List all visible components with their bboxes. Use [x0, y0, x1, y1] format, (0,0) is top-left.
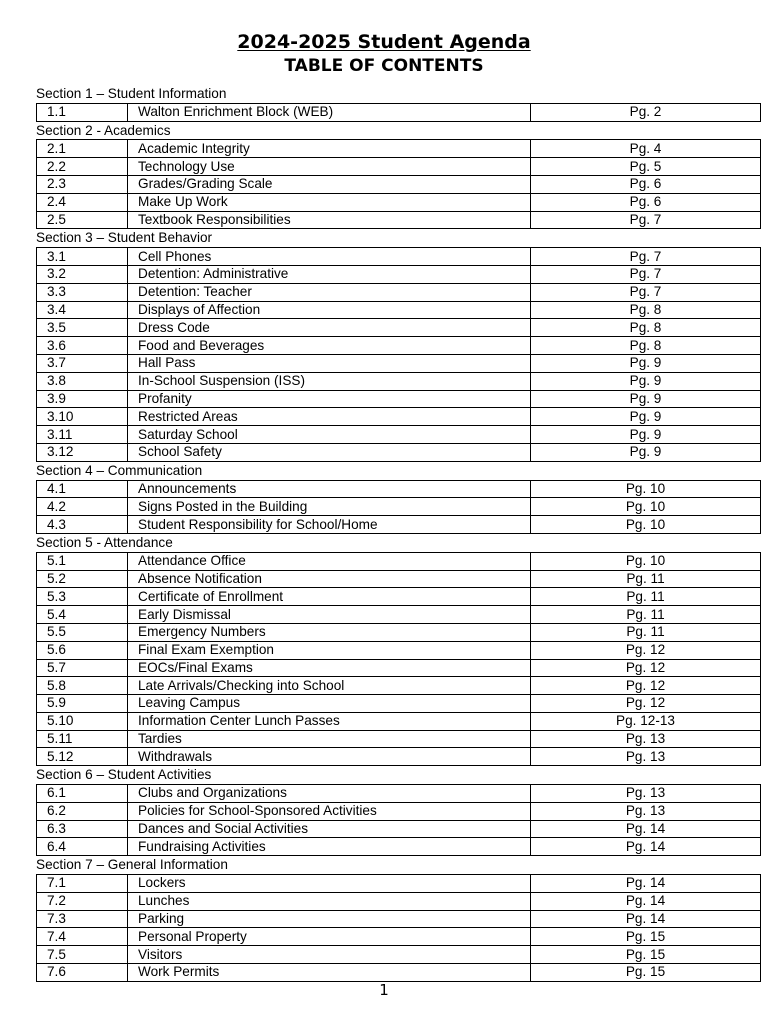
- table-row: [37, 730, 761, 748]
- table-row: [37, 175, 761, 193]
- table-row: [37, 712, 761, 730]
- section-table: [36, 552, 761, 767]
- entry-number: 5.10: [37, 712, 128, 730]
- entry-number: 1.1: [37, 103, 128, 121]
- entry-page: Pg. 14: [531, 838, 761, 856]
- section-heading: Section 6 – Student Activities: [36, 767, 212, 783]
- entry-page: Pg. 11: [531, 606, 761, 624]
- entry-page: Pg. 13: [531, 785, 761, 803]
- table-of-contents: [36, 85, 761, 982]
- table-row: [37, 695, 761, 713]
- entry-number: 5.9: [37, 695, 128, 713]
- document-title: 2024-2025 Student Agenda: [237, 31, 531, 53]
- section-heading: Section 4 – Communication: [36, 462, 203, 478]
- entry-number: 2.2: [37, 158, 128, 176]
- entry-title: Attendance Office: [128, 552, 531, 570]
- entry-page: Pg. 15: [531, 946, 761, 964]
- entry-number: 3.12: [37, 443, 128, 461]
- table-row: [37, 964, 761, 982]
- entry-page: Pg. 4: [531, 140, 761, 158]
- entry-number: 7.1: [37, 875, 128, 893]
- entry-number: 7.4: [37, 928, 128, 946]
- entry-title: Policies for School-Sponsored Activities: [128, 802, 531, 820]
- table-row: [37, 820, 761, 838]
- entry-page: Pg. 10: [531, 552, 761, 570]
- entry-title: Textbook Responsibilities: [128, 211, 531, 229]
- section-heading: Section 3 – Student Behavior: [36, 230, 213, 246]
- entry-number: 5.2: [37, 570, 128, 588]
- table-row: [37, 785, 761, 803]
- entry-page: Pg. 9: [531, 390, 761, 408]
- entry-number: 5.8: [37, 677, 128, 695]
- section-table: [36, 784, 761, 856]
- entry-number: 3.3: [37, 283, 128, 301]
- entry-title: EOCs/Final Exams: [128, 659, 531, 677]
- table-row: [37, 426, 761, 444]
- entry-title: Emergency Numbers: [128, 623, 531, 641]
- entry-number: 6.3: [37, 820, 128, 838]
- section-heading: Section 2 - Academics: [36, 122, 171, 138]
- entry-title: Saturday School: [128, 426, 531, 444]
- entry-number: 5.11: [37, 730, 128, 748]
- entry-number: 3.6: [37, 337, 128, 355]
- section-table: [36, 480, 761, 534]
- table-row: [37, 103, 761, 121]
- table-row: [37, 319, 761, 337]
- table-row: [37, 946, 761, 964]
- table-row: [37, 623, 761, 641]
- entry-number: 6.2: [37, 802, 128, 820]
- entry-page: Pg. 7: [531, 248, 761, 266]
- entry-title: Tardies: [128, 730, 531, 748]
- table-row: [37, 248, 761, 266]
- entry-title: Displays of Affection: [128, 301, 531, 319]
- entry-page: Pg. 7: [531, 283, 761, 301]
- entry-number: 2.4: [37, 193, 128, 211]
- entry-title: Information Center Lunch Passes: [128, 712, 531, 730]
- entry-number: 7.2: [37, 892, 128, 910]
- entry-number: 2.1: [37, 140, 128, 158]
- entry-page: Pg. 9: [531, 408, 761, 426]
- entry-page: Pg. 14: [531, 875, 761, 893]
- entry-title: Detention: Teacher: [128, 283, 531, 301]
- entry-page: Pg. 14: [531, 820, 761, 838]
- entry-number: 5.12: [37, 748, 128, 766]
- entry-number: 6.1: [37, 785, 128, 803]
- entry-number: 3.9: [37, 390, 128, 408]
- table-row: [37, 516, 761, 534]
- entry-title: Announcements: [128, 480, 531, 498]
- entry-page: Pg. 7: [531, 211, 761, 229]
- table-row: [37, 408, 761, 426]
- section-heading: Section 5 - Attendance: [36, 534, 173, 550]
- table-row: [37, 677, 761, 695]
- table-row: [37, 875, 761, 893]
- table-row: [37, 211, 761, 229]
- entry-page: Pg. 13: [531, 730, 761, 748]
- entry-number: 6.4: [37, 838, 128, 856]
- entry-page: Pg. 10: [531, 498, 761, 516]
- entry-title: Certificate of Enrollment: [128, 588, 531, 606]
- entry-title: Clubs and Organizations: [128, 785, 531, 803]
- entry-number: 3.4: [37, 301, 128, 319]
- entry-number: 3.10: [37, 408, 128, 426]
- entry-title: Cell Phones: [128, 248, 531, 266]
- entry-page: Pg. 7: [531, 265, 761, 283]
- table-row: [37, 588, 761, 606]
- entry-number: 5.4: [37, 606, 128, 624]
- entry-page: Pg. 13: [531, 748, 761, 766]
- entry-page: Pg. 11: [531, 623, 761, 641]
- table-row: [37, 802, 761, 820]
- entry-title: Detention: Administrative: [128, 265, 531, 283]
- entry-number: 5.3: [37, 588, 128, 606]
- table-row: [37, 552, 761, 570]
- entry-number: 2.5: [37, 211, 128, 229]
- entry-page: Pg. 12: [531, 659, 761, 677]
- entry-page: Pg. 11: [531, 588, 761, 606]
- table-row: [37, 337, 761, 355]
- entry-number: 5.1: [37, 552, 128, 570]
- entry-number: 4.1: [37, 480, 128, 498]
- table-row: [37, 158, 761, 176]
- table-row: [37, 606, 761, 624]
- section-heading: Section 1 – Student Information: [36, 86, 227, 101]
- entry-number: 4.3: [37, 516, 128, 534]
- entry-page: Pg. 9: [531, 443, 761, 461]
- entry-page: Pg. 13: [531, 802, 761, 820]
- entry-title: Visitors: [128, 946, 531, 964]
- entry-number: 3.5: [37, 319, 128, 337]
- table-row: [37, 283, 761, 301]
- entry-title: Dances and Social Activities: [128, 820, 531, 838]
- section-heading: Section 7 – General Information: [36, 857, 228, 873]
- table-row: [37, 498, 761, 516]
- entry-number: 5.5: [37, 623, 128, 641]
- entry-title: Restricted Areas: [128, 408, 531, 426]
- table-row: [37, 928, 761, 946]
- table-row: [37, 301, 761, 319]
- entry-number: 3.11: [37, 426, 128, 444]
- entry-title: Student Responsibility for School/Home: [128, 516, 531, 534]
- entry-number: 7.3: [37, 910, 128, 928]
- entry-page: Pg. 14: [531, 892, 761, 910]
- table-row: [37, 641, 761, 659]
- entry-title: Final Exam Exemption: [128, 641, 531, 659]
- entry-page: Pg. 15: [531, 928, 761, 946]
- entry-number: 3.7: [37, 354, 128, 372]
- entry-title: Profanity: [128, 390, 531, 408]
- table-row: [37, 480, 761, 498]
- entry-title: Grades/Grading Scale: [128, 175, 531, 193]
- table-row: [37, 140, 761, 158]
- entry-title: Absence Notification: [128, 570, 531, 588]
- page-number: 1: [379, 981, 389, 999]
- table-row: [37, 748, 761, 766]
- entry-title: Hall Pass: [128, 354, 531, 372]
- entry-title: Early Dismissal: [128, 606, 531, 624]
- entry-title: Parking: [128, 910, 531, 928]
- table-row: [37, 910, 761, 928]
- table-row: [37, 372, 761, 390]
- document-subtitle: TABLE OF CONTENTS: [284, 56, 484, 76]
- entry-number: 3.8: [37, 372, 128, 390]
- entry-page: Pg. 14: [531, 910, 761, 928]
- section-table: [36, 247, 761, 462]
- entry-page: Pg. 9: [531, 354, 761, 372]
- table-row: [37, 892, 761, 910]
- entry-title: Academic Integrity: [128, 140, 531, 158]
- section-table: [36, 139, 761, 229]
- entry-page: Pg. 12: [531, 695, 761, 713]
- table-row: [37, 443, 761, 461]
- entry-page: Pg. 8: [531, 337, 761, 355]
- document-header: [0, 30, 768, 78]
- entry-title: Technology Use: [128, 158, 531, 176]
- entry-page: Pg. 5: [531, 158, 761, 176]
- entry-title: Work Permits: [128, 964, 531, 982]
- entry-page: Pg. 11: [531, 570, 761, 588]
- entry-number: 3.1: [37, 248, 128, 266]
- table-row: [37, 390, 761, 408]
- entry-title: Food and Beverages: [128, 337, 531, 355]
- entry-title: Withdrawals: [128, 748, 531, 766]
- entry-title: Fundraising Activities: [128, 838, 531, 856]
- table-row: [37, 838, 761, 856]
- entry-title: Late Arrivals/Checking into School: [128, 677, 531, 695]
- entry-page: Pg. 8: [531, 319, 761, 337]
- entry-page: Pg. 15: [531, 964, 761, 982]
- entry-number: 2.3: [37, 175, 128, 193]
- entry-page: Pg. 6: [531, 175, 761, 193]
- table-row: [37, 659, 761, 677]
- entry-page: Pg. 12: [531, 641, 761, 659]
- entry-title: Leaving Campus: [128, 695, 531, 713]
- entry-title: Walton Enrichment Block (WEB): [128, 103, 531, 121]
- entry-page: Pg. 9: [531, 426, 761, 444]
- entry-title: Lockers: [128, 875, 531, 893]
- entry-page: Pg. 10: [531, 516, 761, 534]
- entry-title: In-School Suspension (ISS): [128, 372, 531, 390]
- entry-title: Signs Posted in the Building: [128, 498, 531, 516]
- entry-number: 5.6: [37, 641, 128, 659]
- entry-number: 7.5: [37, 946, 128, 964]
- entry-title: Personal Property: [128, 928, 531, 946]
- entry-page: Pg. 6: [531, 193, 761, 211]
- table-row: [37, 265, 761, 283]
- entry-number: 4.2: [37, 498, 128, 516]
- section-table: [36, 874, 761, 982]
- entry-number: 7.6: [37, 964, 128, 982]
- entry-page: Pg. 12: [531, 677, 761, 695]
- entry-title: Make Up Work: [128, 193, 531, 211]
- entry-title: Dress Code: [128, 319, 531, 337]
- entry-page: Pg. 2: [531, 103, 761, 121]
- table-row: [37, 354, 761, 372]
- table-row: [37, 193, 761, 211]
- entry-page: Pg. 9: [531, 372, 761, 390]
- entry-number: 5.7: [37, 659, 128, 677]
- entry-page: Pg. 12-13: [531, 712, 761, 730]
- entry-page: Pg. 10: [531, 480, 761, 498]
- section-table: [36, 103, 761, 122]
- entry-title: School Safety: [128, 443, 531, 461]
- table-row: [37, 570, 761, 588]
- entry-page: Pg. 8: [531, 301, 761, 319]
- entry-number: 3.2: [37, 265, 128, 283]
- entry-title: Lunches: [128, 892, 531, 910]
